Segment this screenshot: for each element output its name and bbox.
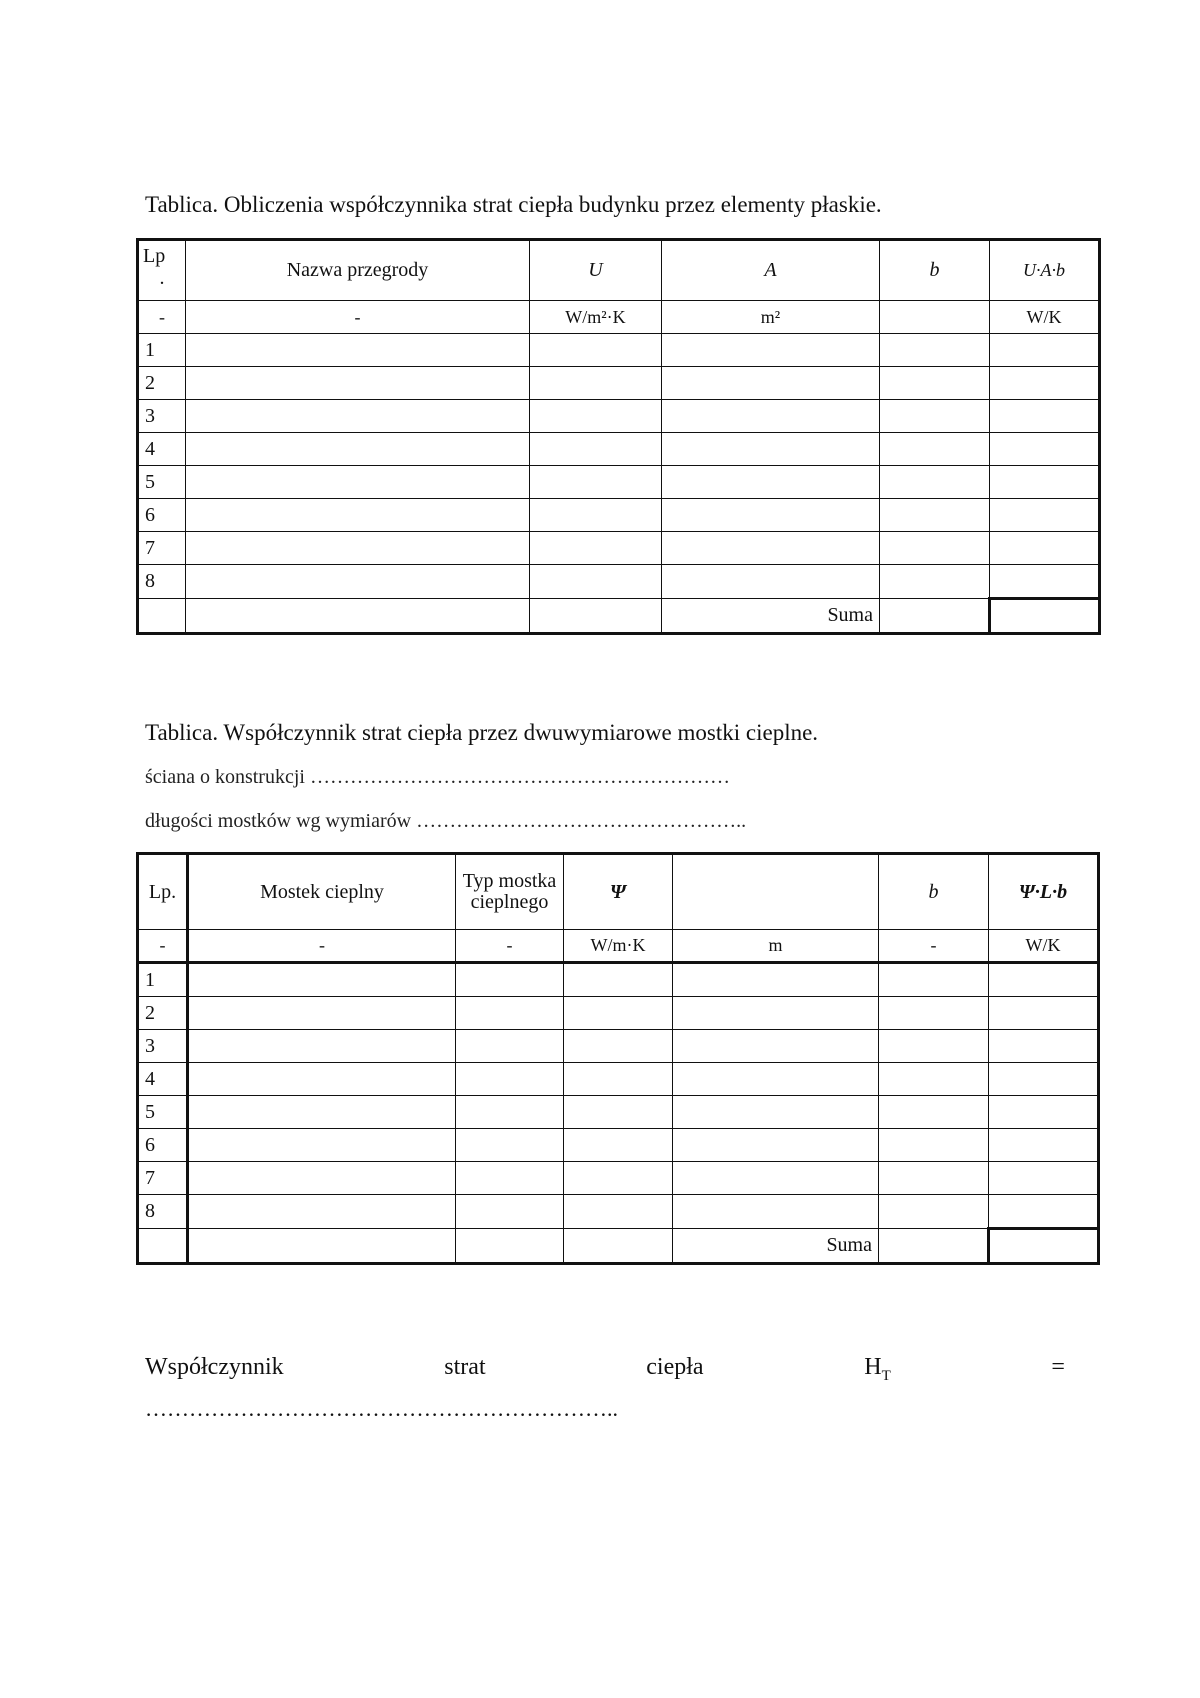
table1-input-cell[interactable] (530, 334, 662, 367)
table2-input-cell[interactable] (673, 963, 879, 997)
table2-input-cell[interactable] (188, 963, 456, 997)
table1-input-cell[interactable] (880, 499, 990, 532)
table2-input-cell[interactable] (879, 997, 989, 1030)
table2-data-row (138, 1030, 1099, 1063)
table2-sum-empty-cell (138, 1229, 188, 1264)
table2-row-number: 7 (138, 1162, 188, 1195)
table2-sum-empty-cell (456, 1229, 564, 1264)
table1-row-number: 1 (138, 334, 186, 367)
table2-sum-value-cell[interactable] (989, 1229, 1099, 1264)
table2-header-psilb-text: Ψ·L·b (1018, 880, 1068, 903)
table2-input-cell[interactable] (673, 1063, 879, 1096)
table2-input-cell[interactable] (673, 1195, 879, 1229)
table2-input-cell[interactable] (564, 1063, 673, 1096)
table1-input-cell[interactable] (186, 367, 530, 400)
table2-data-row (138, 1162, 1099, 1195)
table2-input-cell[interactable] (879, 963, 989, 997)
table2-sum-empty-cell (188, 1229, 456, 1264)
table1-row-number: 4 (138, 433, 186, 466)
final-coefficient-line (145, 1354, 1065, 1385)
table1-header-row (138, 240, 1100, 301)
table1-input-cell[interactable] (186, 433, 530, 466)
table1-input-cell[interactable] (990, 466, 1100, 499)
table2-unit-psilb: W/K (989, 930, 1099, 963)
table1-sum-b-cell[interactable] (880, 599, 990, 634)
table2-input-cell[interactable] (188, 1129, 456, 1162)
table2-input-cell[interactable] (989, 1063, 1099, 1096)
table2-data-row (138, 1063, 1099, 1096)
final-symbol-ht: $H_T$ (864, 1354, 891, 1384)
table1-input-cell[interactable] (530, 466, 662, 499)
table1-header-uab: U·A·b (990, 240, 1100, 301)
table2-units-row (138, 930, 1099, 963)
table2-input-cell[interactable] (188, 1063, 456, 1096)
final-word-losses: strat (444, 1354, 486, 1380)
table2-input-cell[interactable] (989, 1195, 1099, 1229)
table1-sum-empty-cell (530, 599, 662, 634)
table1-input-cell[interactable] (662, 367, 880, 400)
table1-input-cell[interactable] (990, 565, 1100, 599)
table2-input-cell[interactable] (989, 997, 1099, 1030)
table1-input-cell[interactable] (186, 499, 530, 532)
table2-header-l (673, 854, 879, 930)
table2-input-cell[interactable] (456, 997, 564, 1030)
table2-input-cell[interactable] (456, 1162, 564, 1195)
table1-input-cell[interactable] (880, 334, 990, 367)
table2-input-cell[interactable] (188, 1030, 456, 1063)
table1-input-cell[interactable] (990, 400, 1100, 433)
table1-input-cell[interactable] (530, 532, 662, 565)
table1-row-number: 5 (138, 466, 186, 499)
table2-row-number: 3 (138, 1030, 188, 1063)
table2-input-cell[interactable] (456, 963, 564, 997)
table2-row-number: 1 (138, 963, 188, 997)
table1-input-cell[interactable] (880, 433, 990, 466)
table1-header-a: A (662, 240, 880, 301)
table2-input-cell[interactable] (879, 1030, 989, 1063)
table2-header-row (138, 854, 1099, 930)
table2-input-cell[interactable] (879, 1096, 989, 1129)
table1-input-cell[interactable] (186, 532, 530, 565)
table1-input-cell[interactable] (662, 565, 880, 599)
table1-input-cell[interactable] (662, 433, 880, 466)
table2-sum-label: Suma (673, 1229, 879, 1264)
table2-data-row (138, 1195, 1099, 1229)
table2-input-cell[interactable] (564, 1030, 673, 1063)
table2-unit-lp: - (138, 930, 188, 963)
table1-input-cell[interactable] (990, 334, 1100, 367)
table2-input-cell[interactable] (456, 1063, 564, 1096)
table1-input-cell[interactable] (530, 367, 662, 400)
table2-input-cell[interactable] (456, 1096, 564, 1129)
table2-input-cell[interactable] (188, 1162, 456, 1195)
table1-input-cell[interactable] (990, 433, 1100, 466)
table2-input-cell[interactable] (989, 1162, 1099, 1195)
table1-sum-empty-cell (186, 599, 530, 634)
table1-input-cell[interactable] (186, 400, 530, 433)
table1-input-cell[interactable] (186, 334, 530, 367)
table1-data-row (138, 532, 1100, 565)
table2-sum-empty-cell (564, 1229, 673, 1264)
table2-input-cell[interactable] (673, 1162, 879, 1195)
table1-header-u: U (530, 240, 662, 301)
table1-input-cell[interactable] (990, 367, 1100, 400)
table2-input-cell[interactable] (564, 963, 673, 997)
table2-input-cell[interactable] (456, 1129, 564, 1162)
table2-header-psi: Ψ (564, 854, 673, 930)
table2-unit-b: - (879, 930, 989, 963)
table2-header-psilb (989, 854, 1099, 930)
table1-input-cell[interactable] (662, 499, 880, 532)
table1-sum-empty-cell (138, 599, 186, 634)
table1-caption: Tablica. Obliczenia współczynnika strat ciepła budynku przez elementy płaskie. (145, 192, 882, 217)
table1-row-number: 6 (138, 499, 186, 532)
table2-sum-row (138, 1229, 1099, 1264)
table2-input-cell[interactable] (989, 963, 1099, 997)
table1-input-cell[interactable] (530, 400, 662, 433)
table1-input-cell[interactable] (880, 400, 990, 433)
table2-row-number: 6 (138, 1129, 188, 1162)
bridge-length-line: długości mostków wg wymiarów ………………………………………….. (145, 810, 747, 832)
table1-row-number: 2 (138, 367, 186, 400)
final-equals: = (1051, 1354, 1065, 1380)
table2-unit-psi: W/m·K (564, 930, 673, 963)
table1-header-name: Nazwa przegrody (186, 240, 530, 301)
table1-input-cell[interactable] (880, 466, 990, 499)
table1-data-row (138, 400, 1100, 433)
table1-input-cell[interactable] (186, 466, 530, 499)
table1-unit-b (880, 301, 990, 334)
table1-input-cell[interactable] (662, 466, 880, 499)
table1-data-row (138, 565, 1100, 599)
table2-data-row (138, 1096, 1099, 1129)
table1-row-number: 3 (138, 400, 186, 433)
table1-sum-row (138, 599, 1100, 634)
table2-input-cell[interactable] (989, 1096, 1099, 1129)
table2-input-cell[interactable] (564, 1162, 673, 1195)
table1-input-cell[interactable] (662, 400, 880, 433)
table2-input-cell[interactable] (989, 1129, 1099, 1162)
table1-header-lp: Lp . (138, 240, 186, 301)
table1-input-cell[interactable] (662, 532, 880, 565)
table1-input-cell[interactable] (990, 499, 1100, 532)
table2-input-cell[interactable] (879, 1129, 989, 1162)
table1-input-cell[interactable] (880, 367, 990, 400)
table2-thermal-bridges (136, 852, 1100, 1265)
table2-input-cell[interactable] (456, 1030, 564, 1063)
table1-sum-label: Suma (662, 599, 880, 634)
table1-header-b: b (880, 240, 990, 301)
table2-input-cell[interactable] (879, 1195, 989, 1229)
table1-sum-value-cell[interactable] (990, 599, 1100, 634)
table2-caption: Tablica. Współczynnik strat ciepła przez dwuwymiarowe mostki cieplne. (145, 720, 819, 745)
table2-row-number: 2 (138, 997, 188, 1030)
table2-data-row (138, 1129, 1099, 1162)
table2-input-cell[interactable] (564, 1096, 673, 1129)
table2-input-cell[interactable] (673, 1030, 879, 1063)
table2-unit-type: - (456, 930, 564, 963)
table1-unit-u: W/m²·K (530, 301, 662, 334)
table2-input-cell[interactable] (188, 997, 456, 1030)
table1-input-cell[interactable] (880, 565, 990, 599)
table1-data-row (138, 433, 1100, 466)
table1-data-row (138, 499, 1100, 532)
table2-input-cell[interactable] (188, 1096, 456, 1129)
table1-input-cell[interactable] (186, 565, 530, 599)
final-word-coefficient: Współczynnik (145, 1354, 284, 1380)
table2-header-type: Typ mostka cieplnego (456, 854, 564, 930)
table1-unit-lp: - (138, 301, 186, 334)
table2-row-number: 4 (138, 1063, 188, 1096)
table2-input-cell[interactable] (673, 997, 879, 1030)
table1-unit-uab: W/K (990, 301, 1100, 334)
table2-header-bridge: Mostek cieplny (188, 854, 456, 930)
table2-input-cell[interactable] (879, 1063, 989, 1096)
table2-input-cell[interactable] (673, 1096, 879, 1129)
table1-input-cell[interactable] (990, 532, 1100, 565)
table1-unit-name: - (186, 301, 530, 334)
table2-unit-l: m (673, 930, 879, 963)
table2-input-cell[interactable] (564, 1129, 673, 1162)
table1-input-cell[interactable] (880, 532, 990, 565)
table2-input-cell[interactable] (879, 1162, 989, 1195)
final-answer-field[interactable]: ……………………………………………………….. (145, 1396, 618, 1421)
final-word-heat: ciepła (646, 1354, 704, 1380)
wall-construction-line: ściana o konstrukcji ……………………………………………………… (145, 766, 730, 788)
table2-data-row (138, 963, 1099, 997)
table2-header-lp: Lp. (138, 854, 188, 930)
table1-data-row (138, 334, 1100, 367)
table1-row-number: 7 (138, 532, 186, 565)
table2-input-cell[interactable] (564, 997, 673, 1030)
table2-unit-bridge: - (188, 930, 456, 963)
table2-sum-b-cell[interactable] (879, 1229, 989, 1264)
table1-input-cell[interactable] (530, 433, 662, 466)
table2-input-cell[interactable] (673, 1129, 879, 1162)
table1-heat-loss-flat-elements (136, 238, 1101, 635)
table1-units-row (138, 301, 1100, 334)
table1-data-row (138, 367, 1100, 400)
table1-unit-a: m² (662, 301, 880, 334)
table2-header-b: b (879, 854, 989, 930)
table1-data-row (138, 466, 1100, 499)
table2-input-cell[interactable] (989, 1030, 1099, 1063)
table1-input-cell[interactable] (530, 565, 662, 599)
table2-data-row (138, 997, 1099, 1030)
table2-row-number: 5 (138, 1096, 188, 1129)
table2-row-number: 8 (138, 1195, 188, 1229)
table2-input-cell[interactable] (564, 1195, 673, 1229)
table1-input-cell[interactable] (662, 334, 880, 367)
table2-input-cell[interactable] (188, 1195, 456, 1229)
table1-input-cell[interactable] (530, 499, 662, 532)
table1-row-number: 8 (138, 565, 186, 599)
table2-input-cell[interactable] (456, 1195, 564, 1229)
